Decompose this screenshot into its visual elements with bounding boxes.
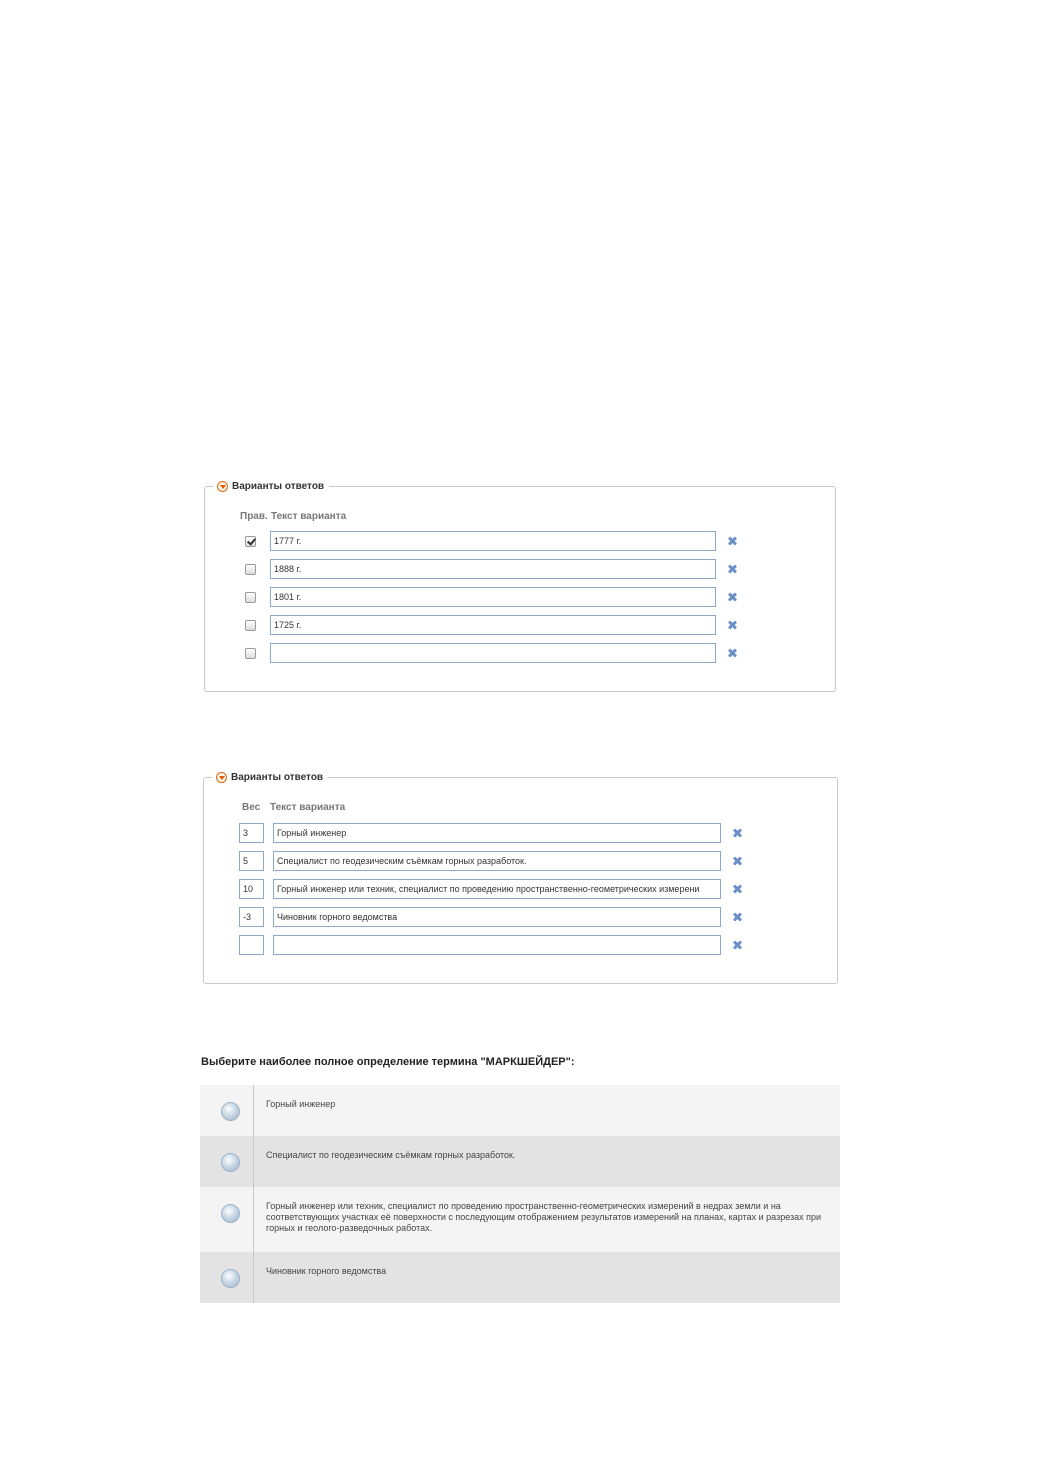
option-text-input[interactable]: Чиновник горного ведомства — [273, 907, 721, 927]
option-text-input[interactable]: 1888 г. — [270, 559, 716, 579]
column-header-text: Текст варианта — [270, 802, 346, 813]
weight-input[interactable]: -3 — [239, 907, 264, 927]
answer-radio[interactable] — [221, 1153, 240, 1172]
option-row — [204, 935, 837, 955]
answer-option[interactable] — [200, 1187, 840, 1252]
option-text-input[interactable] — [273, 935, 721, 955]
answer-option[interactable] — [200, 1252, 840, 1303]
legend-label: Варианты ответов — [232, 481, 325, 492]
option-row — [204, 823, 837, 843]
correct-checkbox[interactable] — [245, 620, 256, 631]
option-text-input[interactable]: Горный инженер или техник, специалист по проведению пространственно-геометрических измерени — [273, 879, 721, 899]
answer-radio[interactable] — [221, 1269, 240, 1288]
delete-option-icon[interactable] — [731, 883, 743, 895]
answer-list — [200, 1085, 840, 1303]
weight-input[interactable]: 3 — [239, 823, 264, 843]
option-row — [205, 615, 835, 635]
delete-option-icon[interactable] — [726, 535, 738, 547]
option-text-input[interactable]: 1777 г. — [270, 531, 716, 551]
radio-cell — [200, 1187, 254, 1252]
answer-options-panel-weighted — [203, 772, 838, 984]
correct-checkbox[interactable] — [245, 536, 256, 547]
option-text-input[interactable]: Горный инженер — [273, 823, 721, 843]
panel-legend[interactable] — [212, 769, 328, 786]
delete-option-icon[interactable] — [731, 855, 743, 867]
weight-input[interactable] — [239, 935, 264, 955]
answer-radio[interactable] — [221, 1204, 240, 1223]
weight-input[interactable]: 10 — [239, 879, 264, 899]
answer-radio[interactable] — [221, 1102, 240, 1121]
column-header-text: Текст варианта — [271, 511, 347, 522]
option-text-input[interactable] — [270, 643, 716, 663]
answer-text: Специалист по геодезическим съёмкам горных разработок. — [266, 1150, 516, 1160]
delete-option-icon[interactable] — [726, 619, 738, 631]
delete-option-icon[interactable] — [731, 827, 743, 839]
radio-cell — [200, 1136, 254, 1187]
answer-text: Чиновник горного ведомства — [266, 1266, 387, 1276]
option-row — [204, 907, 837, 927]
answer-text: Горный инженер или техник, специалист по проведению пространственно-геометрических измерений в недрах земли и на соответствующих участках её поверхности с последующим отображением результатов измерений на планах, картах и разрезах при горных и геолого-разведочных работах. — [266, 1201, 822, 1233]
legend-label: Варианты ответов — [231, 772, 324, 783]
correct-checkbox[interactable] — [245, 592, 256, 603]
answer-option[interactable] — [200, 1085, 840, 1136]
option-row — [205, 643, 835, 663]
collapse-toggle-icon[interactable] — [217, 481, 228, 492]
column-header-correct: Прав. — [240, 511, 268, 522]
option-row — [204, 879, 837, 899]
collapse-toggle-icon[interactable] — [216, 772, 227, 783]
answer-text: Горный инженер — [266, 1099, 336, 1109]
panel-legend[interactable] — [213, 478, 329, 495]
answer-option[interactable] — [200, 1136, 840, 1187]
delete-option-icon[interactable] — [726, 647, 738, 659]
option-row — [205, 559, 835, 579]
option-row — [205, 531, 835, 551]
delete-option-icon[interactable] — [726, 563, 738, 575]
radio-cell — [200, 1252, 254, 1303]
correct-checkbox[interactable] — [245, 564, 256, 575]
delete-option-icon[interactable] — [731, 911, 743, 923]
option-text-input[interactable]: Специалист по геодезическим съёмкам горных разработок. — [273, 851, 721, 871]
option-text-input[interactable]: 1725 г. — [270, 615, 716, 635]
answer-options-panel-correct — [204, 481, 836, 692]
option-row — [205, 587, 835, 607]
option-text-input[interactable]: 1801 г. — [270, 587, 716, 607]
weight-input[interactable]: 5 — [239, 851, 264, 871]
correct-checkbox[interactable] — [245, 648, 256, 659]
radio-cell — [200, 1085, 254, 1136]
option-row — [204, 851, 837, 871]
question-title: Выберите наиболее полное определение термина "МАРКШЕЙДЕР": — [201, 1056, 575, 1068]
delete-option-icon[interactable] — [726, 591, 738, 603]
column-header-weight: Вес — [242, 802, 261, 813]
delete-option-icon[interactable] — [731, 939, 743, 951]
